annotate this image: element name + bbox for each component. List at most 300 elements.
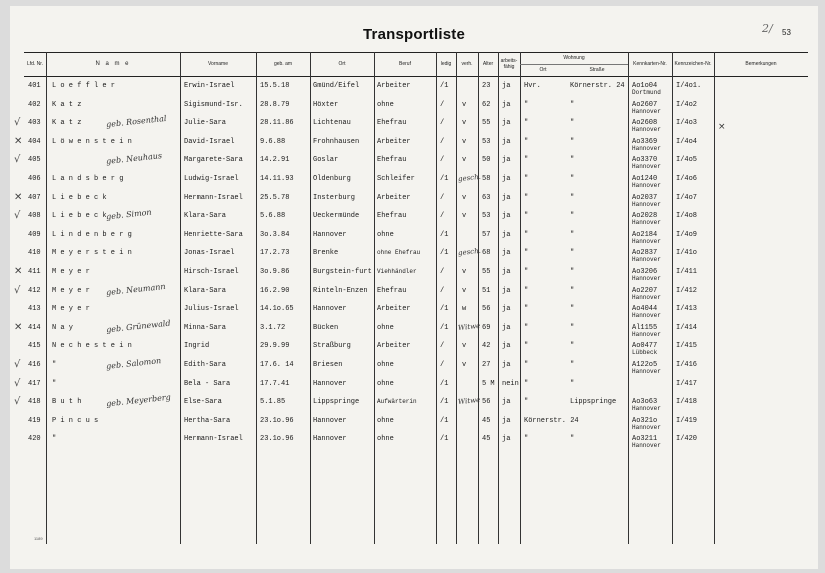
row-beruf: ohne bbox=[377, 416, 394, 425]
row-verh: v bbox=[462, 193, 467, 202]
row-verh: v bbox=[462, 268, 467, 276]
row-ort: Rinteln-Enzen bbox=[313, 286, 368, 295]
row-wohnung-ort: " bbox=[524, 249, 529, 258]
row-geb: 29.9.99 bbox=[260, 342, 290, 351]
row-ort: Höxter bbox=[313, 100, 339, 109]
row-geb: 9.6.88 bbox=[260, 137, 286, 146]
row-verh: v bbox=[462, 212, 467, 221]
row-geb: 23.1o.96 bbox=[260, 416, 294, 425]
row-kennkarte: Ao3369 bbox=[632, 137, 658, 146]
row-geb: 17.6. 14 bbox=[260, 361, 294, 369]
row-arbeitsfaehig: ja bbox=[502, 100, 511, 109]
row-wohnung-ort: " bbox=[524, 323, 529, 332]
pencil-annotation: 2/ bbox=[762, 22, 773, 35]
row-wohnung-ort: " bbox=[524, 175, 529, 183]
handwritten-maiden-name: geb. Rosenthal bbox=[105, 114, 167, 130]
row-kennkarte: Ao4044 bbox=[632, 305, 658, 314]
row-geb: 25.5.78 bbox=[260, 193, 290, 202]
row-geb: 17.7.41 bbox=[260, 379, 290, 388]
col-rule bbox=[436, 52, 437, 544]
row-nr: 409 bbox=[28, 230, 41, 239]
col-header-name: N a m e bbox=[95, 61, 131, 67]
row-name: M e y e r s t e i n bbox=[52, 249, 132, 258]
col-rule bbox=[672, 52, 673, 544]
left-margin-mark: √ bbox=[14, 284, 21, 296]
row-geb: 28.11.86 bbox=[260, 119, 294, 128]
row-arbeitsfaehig: ja bbox=[502, 249, 511, 258]
col-header-beruf: Beruf bbox=[399, 61, 411, 67]
row-alter: 57 bbox=[482, 230, 491, 239]
row-kennzeichen: I/413 bbox=[676, 305, 698, 314]
row-wohnung-strasse: Lippspringe bbox=[570, 398, 617, 407]
left-margin-mark: √ bbox=[14, 117, 21, 129]
row-ledig: / bbox=[440, 268, 445, 276]
row-kennkarte: Ao2037 bbox=[632, 193, 658, 202]
row-wohnung-strasse: " bbox=[570, 323, 575, 332]
row-ledig: /1 bbox=[440, 249, 449, 258]
row-kennzeichen: I/419 bbox=[676, 416, 698, 425]
row-arbeitsfaehig: ja bbox=[502, 305, 511, 314]
row-name: P i n c u s bbox=[52, 416, 99, 425]
row-alter: 45 bbox=[482, 435, 491, 444]
row-vorname: Hirsch-Israel bbox=[184, 268, 239, 276]
row-nr: 417 bbox=[28, 379, 41, 388]
row-ort: Hannover bbox=[313, 305, 347, 314]
col-header-kennkarten: Kennkarten-Nr. bbox=[633, 61, 667, 67]
row-alter: 55 bbox=[482, 268, 491, 276]
handwritten-maiden-name: geb. Simon bbox=[105, 207, 153, 222]
row-beruf: Arbeiter bbox=[377, 193, 411, 202]
row-wohnung-strasse: " bbox=[570, 119, 575, 128]
row-ledig: /1 bbox=[440, 398, 449, 407]
row-ort: Gmünd/Eifel bbox=[313, 82, 360, 90]
row-vorname: David-Israel bbox=[184, 137, 235, 146]
col-header-alter: Alter bbox=[482, 61, 494, 67]
row-ledig: / bbox=[440, 100, 445, 109]
row-kennkarte-stadt: Hannover bbox=[632, 256, 661, 264]
row-ort: Bücken bbox=[313, 323, 339, 332]
row-nr: 420 bbox=[28, 435, 41, 444]
row-beruf: Aufwärterin bbox=[377, 398, 417, 406]
row-verh: w bbox=[462, 305, 467, 314]
left-margin-mark: √ bbox=[14, 396, 21, 408]
row-vorname: Else-Sara bbox=[184, 398, 222, 407]
row-name: L i e b e c k bbox=[52, 193, 107, 202]
row-kennkarte-stadt: Hannover bbox=[632, 126, 661, 134]
row-wohnung-strasse: " bbox=[570, 193, 575, 202]
col-rule bbox=[256, 52, 257, 544]
row-kennkarte: A122o5 bbox=[632, 361, 658, 369]
row-nr: 410 bbox=[28, 249, 41, 258]
row-wohnung-ort: " bbox=[524, 435, 529, 444]
row-arbeitsfaehig: ja bbox=[502, 323, 511, 332]
row-kennkarte: Ao3370 bbox=[632, 156, 658, 165]
col-header-ledig: ledig bbox=[440, 61, 452, 67]
row-kennkarte: Ao2608 bbox=[632, 119, 658, 128]
row-name: K a t z bbox=[52, 119, 82, 128]
row-arbeitsfaehig: nein bbox=[502, 379, 519, 388]
col-header-arbeitsfaehig: arbeits-fähig bbox=[500, 58, 518, 70]
row-vorname: Hermann-Israel bbox=[184, 193, 243, 202]
row-geb: 28.8.79 bbox=[260, 100, 290, 109]
row-ort: Hannover bbox=[313, 379, 347, 388]
row-alter: 69 bbox=[482, 323, 491, 332]
row-kennkarte-stadt: Hannover bbox=[632, 442, 661, 450]
row-name: L ö w e n s t e i n bbox=[52, 137, 132, 146]
row-beruf: ohne bbox=[377, 361, 394, 369]
row-wohnung-ort: " bbox=[524, 212, 529, 221]
row-vorname: Hermann-Israel bbox=[184, 435, 243, 444]
row-geb: 14.11.93 bbox=[260, 175, 294, 183]
row-beruf: ohne Ehefrau bbox=[377, 249, 421, 257]
row-name: M e y e r bbox=[52, 305, 90, 314]
row-vorname: Hertha-Sara bbox=[184, 416, 231, 425]
row-wohnung-strasse: " bbox=[570, 212, 575, 221]
row-arbeitsfaehig: ja bbox=[502, 286, 511, 295]
row-beruf: ohne bbox=[377, 379, 394, 388]
row-kennkarte-stadt: Hannover bbox=[632, 107, 661, 115]
row-ledig: / bbox=[440, 119, 445, 128]
row-nr: 401 bbox=[28, 82, 41, 90]
row-vorname: Sigismund-Isr. bbox=[184, 100, 243, 109]
row-kennkarte-stadt: Hannover bbox=[632, 293, 661, 301]
row-wohnung-strasse: " bbox=[570, 361, 575, 369]
row-name: M e y e r bbox=[52, 286, 90, 295]
row-kennkarte: Ao2837 bbox=[632, 249, 658, 258]
row-arbeitsfaehig: ja bbox=[502, 212, 511, 221]
row-kennzeichen: I/411 bbox=[676, 268, 698, 276]
handwritten-maiden-name: geb. Neumann bbox=[105, 281, 166, 297]
left-margin-mark: √ bbox=[14, 377, 21, 389]
row-kennkarte-stadt: Hannover bbox=[632, 405, 661, 413]
row-vorname: Ingrid bbox=[184, 342, 210, 351]
row-wohnung-ort: " bbox=[524, 286, 529, 295]
handwritten-status-note: gesch. bbox=[457, 247, 482, 258]
row-ledig: / bbox=[440, 156, 445, 165]
row-nr: 408 bbox=[28, 212, 41, 221]
row-beruf: ohne bbox=[377, 435, 394, 444]
row-kennkarte: Ao1o04 bbox=[632, 82, 658, 90]
row-wohnung-ort: " bbox=[524, 398, 529, 407]
wohnung-sub-rule bbox=[520, 64, 628, 65]
row-geb: 3o.3.84 bbox=[260, 230, 290, 239]
row-vorname: Margarete-Sara bbox=[184, 156, 243, 165]
handwritten-maiden-name: geb. Grünewald bbox=[105, 318, 171, 335]
col-header-bemerkungen: Bemerkungen bbox=[745, 61, 777, 67]
row-beruf: Ehefrau bbox=[377, 286, 407, 295]
row-kennkarte-stadt: Hannover bbox=[632, 368, 661, 375]
row-nr: 415 bbox=[28, 342, 41, 351]
row-kennkarte: Ao0477 bbox=[632, 342, 658, 351]
row-kennkarte: Ao2207 bbox=[632, 286, 658, 295]
row-nr: 419 bbox=[28, 416, 41, 425]
row-kennzeichen: I/4o1. bbox=[676, 82, 702, 90]
row-wohnung-strasse: " bbox=[570, 100, 575, 109]
row-beruf: Arbeiter bbox=[377, 82, 411, 90]
row-name: L a n d s b e r g bbox=[52, 175, 124, 183]
row-kennzeichen: I/4o7 bbox=[676, 193, 698, 202]
row-beruf: ohne bbox=[377, 100, 394, 109]
row-beruf: Arbeiter bbox=[377, 137, 411, 146]
row-ort: Brenke bbox=[313, 249, 339, 258]
handwritten-status-note: Witwe bbox=[457, 396, 481, 407]
row-ort: Oldenburg bbox=[313, 175, 351, 183]
row-vorname: Minna-Sara bbox=[184, 323, 227, 332]
col-rule bbox=[520, 52, 521, 544]
row-wohnung-strasse: " bbox=[570, 435, 575, 444]
row-vorname: Klara-Sara bbox=[184, 212, 227, 221]
row-vorname: Ludwig-Israel bbox=[184, 175, 239, 183]
row-beruf: Arbeiter bbox=[377, 305, 411, 314]
row-wohnung-ort: " bbox=[524, 361, 529, 369]
row-nr: 405 bbox=[28, 156, 41, 165]
row-wohnung-ort: Körnerstr. 24 bbox=[524, 416, 579, 425]
row-nr: 407 bbox=[28, 193, 41, 202]
row-arbeitsfaehig: ja bbox=[502, 398, 511, 407]
row-nr: 412 bbox=[28, 286, 41, 295]
row-name: B u t h bbox=[52, 398, 82, 407]
col-rule bbox=[628, 52, 629, 544]
handwritten-maiden-name: geb. Neuhaus bbox=[105, 151, 163, 167]
row-alter: 23 bbox=[482, 82, 491, 90]
row-nr: 413 bbox=[28, 305, 41, 314]
row-kennkarte-stadt: Dortmund bbox=[632, 89, 661, 96]
row-kennkarte: Ao3206 bbox=[632, 268, 658, 276]
row-kennzeichen: I/4o4 bbox=[676, 137, 698, 146]
left-margin-mark: ✕ bbox=[14, 135, 23, 147]
row-kennzeichen: I/4o6 bbox=[676, 175, 698, 183]
row-wohnung-ort: Hvr. bbox=[524, 82, 541, 90]
row-wohnung-ort: " bbox=[524, 193, 529, 202]
row-wohnung-strasse: " bbox=[570, 230, 575, 239]
row-kennzeichen: I/4o5 bbox=[676, 156, 698, 165]
row-arbeitsfaehig: ja bbox=[502, 193, 511, 202]
row-alter: 53 bbox=[482, 212, 491, 221]
col-rule bbox=[374, 52, 375, 544]
row-wohnung-strasse: " bbox=[570, 137, 575, 146]
row-vorname: Julie-Sara bbox=[184, 119, 227, 128]
row-nr: 411 bbox=[28, 268, 41, 276]
row-ledig: /1 bbox=[440, 323, 449, 332]
row-ort: Lippspringe bbox=[313, 398, 360, 407]
row-vorname: Julius-Israel bbox=[184, 305, 239, 314]
row-wohnung-ort: " bbox=[524, 230, 529, 239]
row-nr: 406 bbox=[28, 175, 41, 183]
row-name: M e y e r bbox=[52, 268, 90, 276]
col-header-wohnung: Wohnung bbox=[563, 55, 585, 61]
row-wohnung-ort: " bbox=[524, 342, 529, 351]
row-arbeitsfaehig: ja bbox=[502, 268, 511, 276]
row-ort: Lichtenau bbox=[313, 119, 351, 128]
row-geb: 3o.9.86 bbox=[260, 268, 290, 276]
row-ort: Goslar bbox=[313, 156, 339, 165]
handwritten-status-note: gesch. bbox=[457, 172, 482, 184]
col-header-nr: Lfd. Nr. bbox=[26, 61, 44, 67]
row-geb: 15.5.18 bbox=[260, 82, 290, 90]
row-wohnung-strasse: " bbox=[570, 342, 575, 351]
row-ort: Insterburg bbox=[313, 193, 356, 202]
row-ort: Hannover bbox=[313, 416, 347, 425]
row-kennkarte-stadt: Hannover bbox=[632, 200, 661, 208]
row-kennkarte-stadt: Lübbeck bbox=[632, 349, 658, 357]
row-beruf: ohne bbox=[377, 323, 394, 332]
row-wohnung-strasse: " bbox=[570, 268, 575, 276]
row-arbeitsfaehig: ja bbox=[502, 342, 511, 351]
row-kennkarte: Ao2028 bbox=[632, 212, 658, 221]
row-vorname: Henriette-Sara bbox=[184, 230, 243, 239]
row-ledig: /1 bbox=[440, 379, 449, 388]
row-vorname: Klara-Sara bbox=[184, 286, 227, 295]
col-rule bbox=[310, 52, 311, 544]
row-geb: 14.1o.65 bbox=[260, 305, 294, 314]
row-kennkarte-stadt: Hannover bbox=[632, 219, 661, 227]
row-kennkarte: Ao2607 bbox=[632, 100, 658, 109]
row-alter: 62 bbox=[482, 100, 491, 109]
row-verh: v bbox=[462, 100, 467, 109]
margin-cross-mark: × bbox=[718, 122, 726, 132]
row-kennzeichen: I/417 bbox=[676, 379, 698, 388]
left-margin-mark: √ bbox=[14, 154, 21, 166]
row-arbeitsfaehig: ja bbox=[502, 137, 511, 146]
row-name: L i n d e n b e r g bbox=[52, 230, 132, 239]
row-ledig: / bbox=[440, 342, 445, 351]
row-alter: 68 bbox=[482, 249, 491, 258]
row-ort: Frohnhausen bbox=[313, 137, 360, 146]
row-vorname: Bela - Sara bbox=[184, 379, 231, 388]
row-beruf: Arbeiter bbox=[377, 342, 411, 351]
row-alter: 27 bbox=[482, 361, 491, 369]
row-arbeitsfaehig: ja bbox=[502, 82, 511, 90]
row-geb: 17.2.73 bbox=[260, 249, 290, 258]
row-wohnung-strasse: " bbox=[570, 156, 575, 165]
row-kennkarte: Ao1240 bbox=[632, 175, 658, 183]
col-header-wohnung-ort: Ort bbox=[539, 67, 547, 73]
row-ledig: /1 bbox=[440, 416, 449, 425]
row-name: " bbox=[52, 379, 57, 388]
row-ledig: / bbox=[440, 212, 445, 221]
row-kennkarte-stadt: Hannover bbox=[632, 144, 661, 152]
row-ledig: / bbox=[440, 361, 445, 369]
row-wohnung-strasse: " bbox=[570, 286, 575, 295]
row-kennkarte: Al1155 bbox=[632, 323, 658, 332]
row-kennkarte-stadt: Hannover bbox=[632, 163, 661, 171]
row-geb: 3.1.72 bbox=[260, 323, 286, 332]
row-beruf: Ehefrau bbox=[377, 212, 407, 221]
row-wohnung-ort: " bbox=[524, 156, 529, 165]
row-kennzeichen: I/4o3 bbox=[676, 119, 698, 128]
row-kennzeichen: I/41o bbox=[676, 249, 698, 258]
row-wohnung-strasse: " bbox=[570, 249, 575, 258]
col-header-wohnung-strasse: Straße bbox=[589, 67, 605, 73]
row-kennzeichen: I/418 bbox=[676, 398, 698, 407]
row-kennkarte-stadt: Hannover bbox=[632, 275, 661, 282]
footnote: 1189 bbox=[34, 536, 43, 541]
col-header-verh: verh. bbox=[461, 61, 473, 67]
row-geb: 23.1o.96 bbox=[260, 435, 294, 444]
col-header-vorname: Vorname bbox=[207, 61, 228, 67]
left-margin-mark: ✕ bbox=[14, 191, 23, 203]
left-margin-mark: ✕ bbox=[14, 266, 23, 277]
row-alter: 42 bbox=[482, 342, 491, 351]
row-nr: 414 bbox=[28, 323, 41, 332]
row-kennkarte: Ao321o bbox=[632, 416, 658, 425]
row-wohnung-strasse: Körnerstr. 24 bbox=[570, 82, 625, 90]
row-alter: 58 bbox=[482, 175, 491, 183]
row-beruf: Schleifer bbox=[377, 175, 415, 183]
row-alter: 5 M bbox=[482, 379, 495, 388]
row-wohnung-strasse: " bbox=[570, 379, 575, 388]
row-kennkarte-stadt: Hannover bbox=[632, 237, 661, 245]
left-margin-mark: √ bbox=[14, 359, 21, 370]
row-alter: 50 bbox=[482, 156, 491, 165]
row-verh: v bbox=[462, 286, 467, 295]
row-alter: 63 bbox=[482, 193, 491, 202]
row-geb: 14.2.91 bbox=[260, 156, 290, 165]
row-ledig: /1 bbox=[440, 305, 449, 314]
row-kennzeichen: I/415 bbox=[676, 342, 698, 351]
row-arbeitsfaehig: ja bbox=[502, 175, 511, 183]
header-bottom-rule bbox=[24, 76, 808, 77]
row-wohnung-strasse: " bbox=[570, 175, 575, 183]
row-ledig: / bbox=[440, 286, 445, 295]
row-ledig: /1 bbox=[440, 230, 449, 239]
row-vorname: Jonas-Israel bbox=[184, 249, 235, 258]
row-arbeitsfaehig: ja bbox=[502, 361, 511, 369]
row-alter: 56 bbox=[482, 305, 491, 314]
row-kennzeichen: I/414 bbox=[676, 323, 698, 332]
row-nr: 402 bbox=[28, 100, 41, 109]
row-alter: 56 bbox=[482, 398, 491, 407]
col-rule bbox=[180, 52, 181, 544]
row-name: N e c h e s t e i n bbox=[52, 342, 132, 351]
col-header-kennzeichen: Kennzeichen-Nr. bbox=[674, 61, 712, 67]
row-ledig: / bbox=[440, 137, 445, 146]
document-sheet bbox=[10, 6, 818, 569]
row-arbeitsfaehig: ja bbox=[502, 435, 511, 444]
row-wohnung-ort: " bbox=[524, 379, 529, 388]
row-verh: v bbox=[462, 156, 467, 165]
row-kennkarte: Ao2184 bbox=[632, 230, 658, 239]
row-ledig: /1 bbox=[440, 175, 449, 183]
row-kennkarte: Ao3211 bbox=[632, 435, 658, 444]
row-ort: Burgstein-furt bbox=[313, 268, 372, 276]
row-beruf: Ehefrau bbox=[377, 119, 407, 128]
handwritten-maiden-name: geb. Salomon bbox=[105, 356, 162, 371]
row-geb: 5.1.85 bbox=[260, 398, 286, 407]
col-rule bbox=[46, 52, 47, 544]
row-arbeitsfaehig: ja bbox=[502, 230, 511, 239]
col-rule bbox=[714, 52, 715, 544]
row-kennkarte: Ao3o63 bbox=[632, 398, 658, 407]
row-alter: 45 bbox=[482, 416, 491, 425]
row-nr: 403 bbox=[28, 119, 41, 128]
row-kennzeichen: I/412 bbox=[676, 286, 698, 295]
row-nr: 404 bbox=[28, 137, 41, 146]
row-name: K a t z bbox=[52, 100, 82, 109]
row-arbeitsfaehig: ja bbox=[502, 156, 511, 165]
row-kennkarte-stadt: Hannover bbox=[632, 182, 661, 189]
row-kennzeichen: I/416 bbox=[676, 361, 698, 369]
row-kennzeichen: I/4o9 bbox=[676, 230, 698, 239]
row-verh: v bbox=[462, 119, 467, 128]
row-ledig: / bbox=[440, 193, 445, 202]
row-wohnung-ort: " bbox=[524, 268, 529, 276]
row-alter: 53 bbox=[482, 137, 491, 146]
row-ort: Briesen bbox=[313, 361, 343, 369]
page-title: Transportliste bbox=[363, 26, 465, 43]
row-kennzeichen: I/4o2 bbox=[676, 100, 698, 109]
row-beruf: Viehhändler bbox=[377, 268, 417, 275]
